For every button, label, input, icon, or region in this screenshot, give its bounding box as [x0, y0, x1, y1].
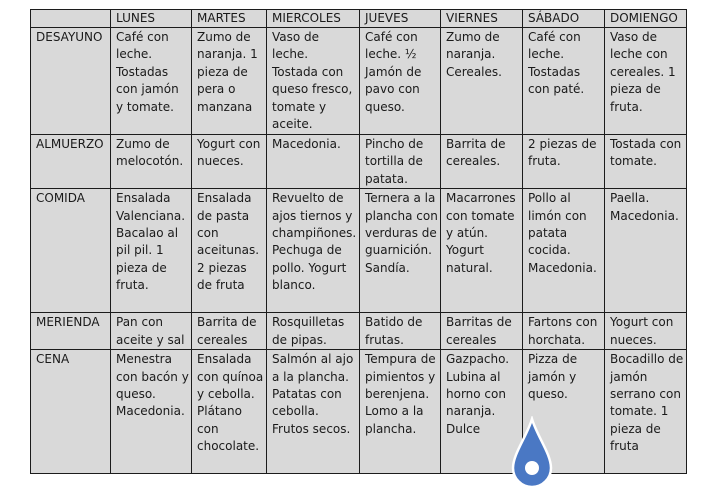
meal-cell: Tostada con tomate. [605, 135, 687, 189]
meal-cell: Yogurt con nueces. [192, 135, 267, 189]
header-row [31, 10, 687, 28]
meal-label: ALMUERZO [31, 135, 111, 189]
meal-cell: Café con leche. ½ Jamón de pavo con queso. [360, 28, 441, 135]
meal-cell: Pollo al limón con patata cocida. Macedonia. [523, 189, 605, 313]
day-header-martes: MARTES [192, 10, 267, 28]
meal-label: COMIDA [31, 189, 111, 313]
meal-cell: Pan con aceite y sal [111, 313, 192, 350]
meal-cell: Macedonia. [267, 135, 360, 189]
water-drop-icon [511, 416, 553, 490]
meal-cell: Fartons con horchata. [523, 313, 605, 350]
meal-cell: Batido de frutas. [360, 313, 441, 350]
meal-label: DESAYUNO [31, 28, 111, 135]
meal-cell: Ternera a la plancha con verduras de guarnición. Sandía. [360, 189, 441, 313]
meal-cell: Barrita de cereales [192, 313, 267, 350]
meal-cell: Yogurt con nueces. [605, 313, 687, 350]
meal-cell: Vaso de leche con cereales. 1 pieza de fruta. [605, 28, 687, 135]
water-drop-shape [513, 419, 551, 487]
meal-cell: Ensalada de pasta con aceitunas. 2 piezas de fruta [192, 189, 267, 313]
meal-row-comida [31, 189, 687, 313]
meal-cell: Vaso de leche. Tostada con queso fresco, tomate y aceite. [267, 28, 360, 135]
meal-cell: Paella. Macedonia. [605, 189, 687, 313]
meal-cell: Revuelto de ajos tiernos y champiñones. Pechuga de pollo. Yogurt blanco. [267, 189, 360, 313]
meal-cell: Café con leche. Tostadas con jamón y tomate. [111, 28, 192, 135]
meal-cell: Tempura de pimientos y berenjena. Lomo a la plancha. [360, 350, 441, 474]
meal-cell: Bocadillo de jamón serrano con tomate. 1 pieza de fruta [605, 350, 687, 474]
meal-cell: Zumo de naranja. 1 pieza de pera o manzana [192, 28, 267, 135]
meal-cell: Pizza de jamón y queso. [523, 350, 605, 474]
meal-cell: Barritas de cereales [441, 313, 523, 350]
meal-cell: Gazpacho. Lubina al horno con naranja. Dulce [441, 350, 523, 474]
meal-cell: Ensalada con quínoa y cebolla. Plátano con chocolate. [192, 350, 267, 474]
day-header-domingo: DOMIENGO [605, 10, 687, 28]
meal-cell: Pincho de tortilla de patata. [360, 135, 441, 189]
meal-row-almuerzo [31, 135, 687, 189]
day-header-viernes: VIERNES [441, 10, 523, 28]
meal-cell: Zumo de naranja. Cereales. [441, 28, 523, 135]
meal-cell: 2 piezas de fruta. [523, 135, 605, 189]
day-header-sabado: SÁBADO [523, 10, 605, 28]
meal-cell: Salmón al ajo a la plancha. Patatas con cebolla. Frutos secos. [267, 350, 360, 474]
weekly-meal-plan-table [30, 9, 687, 474]
meal-cell: Macarrones con tomate y atún. Yogurt natural. [441, 189, 523, 313]
meal-cell: Barrita de cereales. [441, 135, 523, 189]
meal-row-desayuno [31, 28, 687, 135]
corner-header-cell [31, 10, 111, 28]
day-header-lunes: LUNES [111, 10, 192, 28]
meal-row-merienda [31, 313, 687, 350]
day-header-miercoles: MIERCOLES [267, 10, 360, 28]
meal-label: MERIENDA [31, 313, 111, 350]
meal-cell: Café con leche. Tostadas con paté. [523, 28, 605, 135]
meal-cell: Rosquilletas de pipas. [267, 313, 360, 350]
meal-cell: Zumo de melocotón. [111, 135, 192, 189]
water-drop-center-dot [525, 461, 539, 475]
meal-cell: Ensalada Valenciana. Bacalao al pil pil. 1 pieza de fruta. [111, 189, 192, 313]
meal-label: CENA [31, 350, 111, 474]
meal-cell: Menestra con bacón y queso. Macedonia. [111, 350, 192, 474]
day-header-jueves: JUEVES [360, 10, 441, 28]
meal-row-cena [31, 350, 687, 474]
